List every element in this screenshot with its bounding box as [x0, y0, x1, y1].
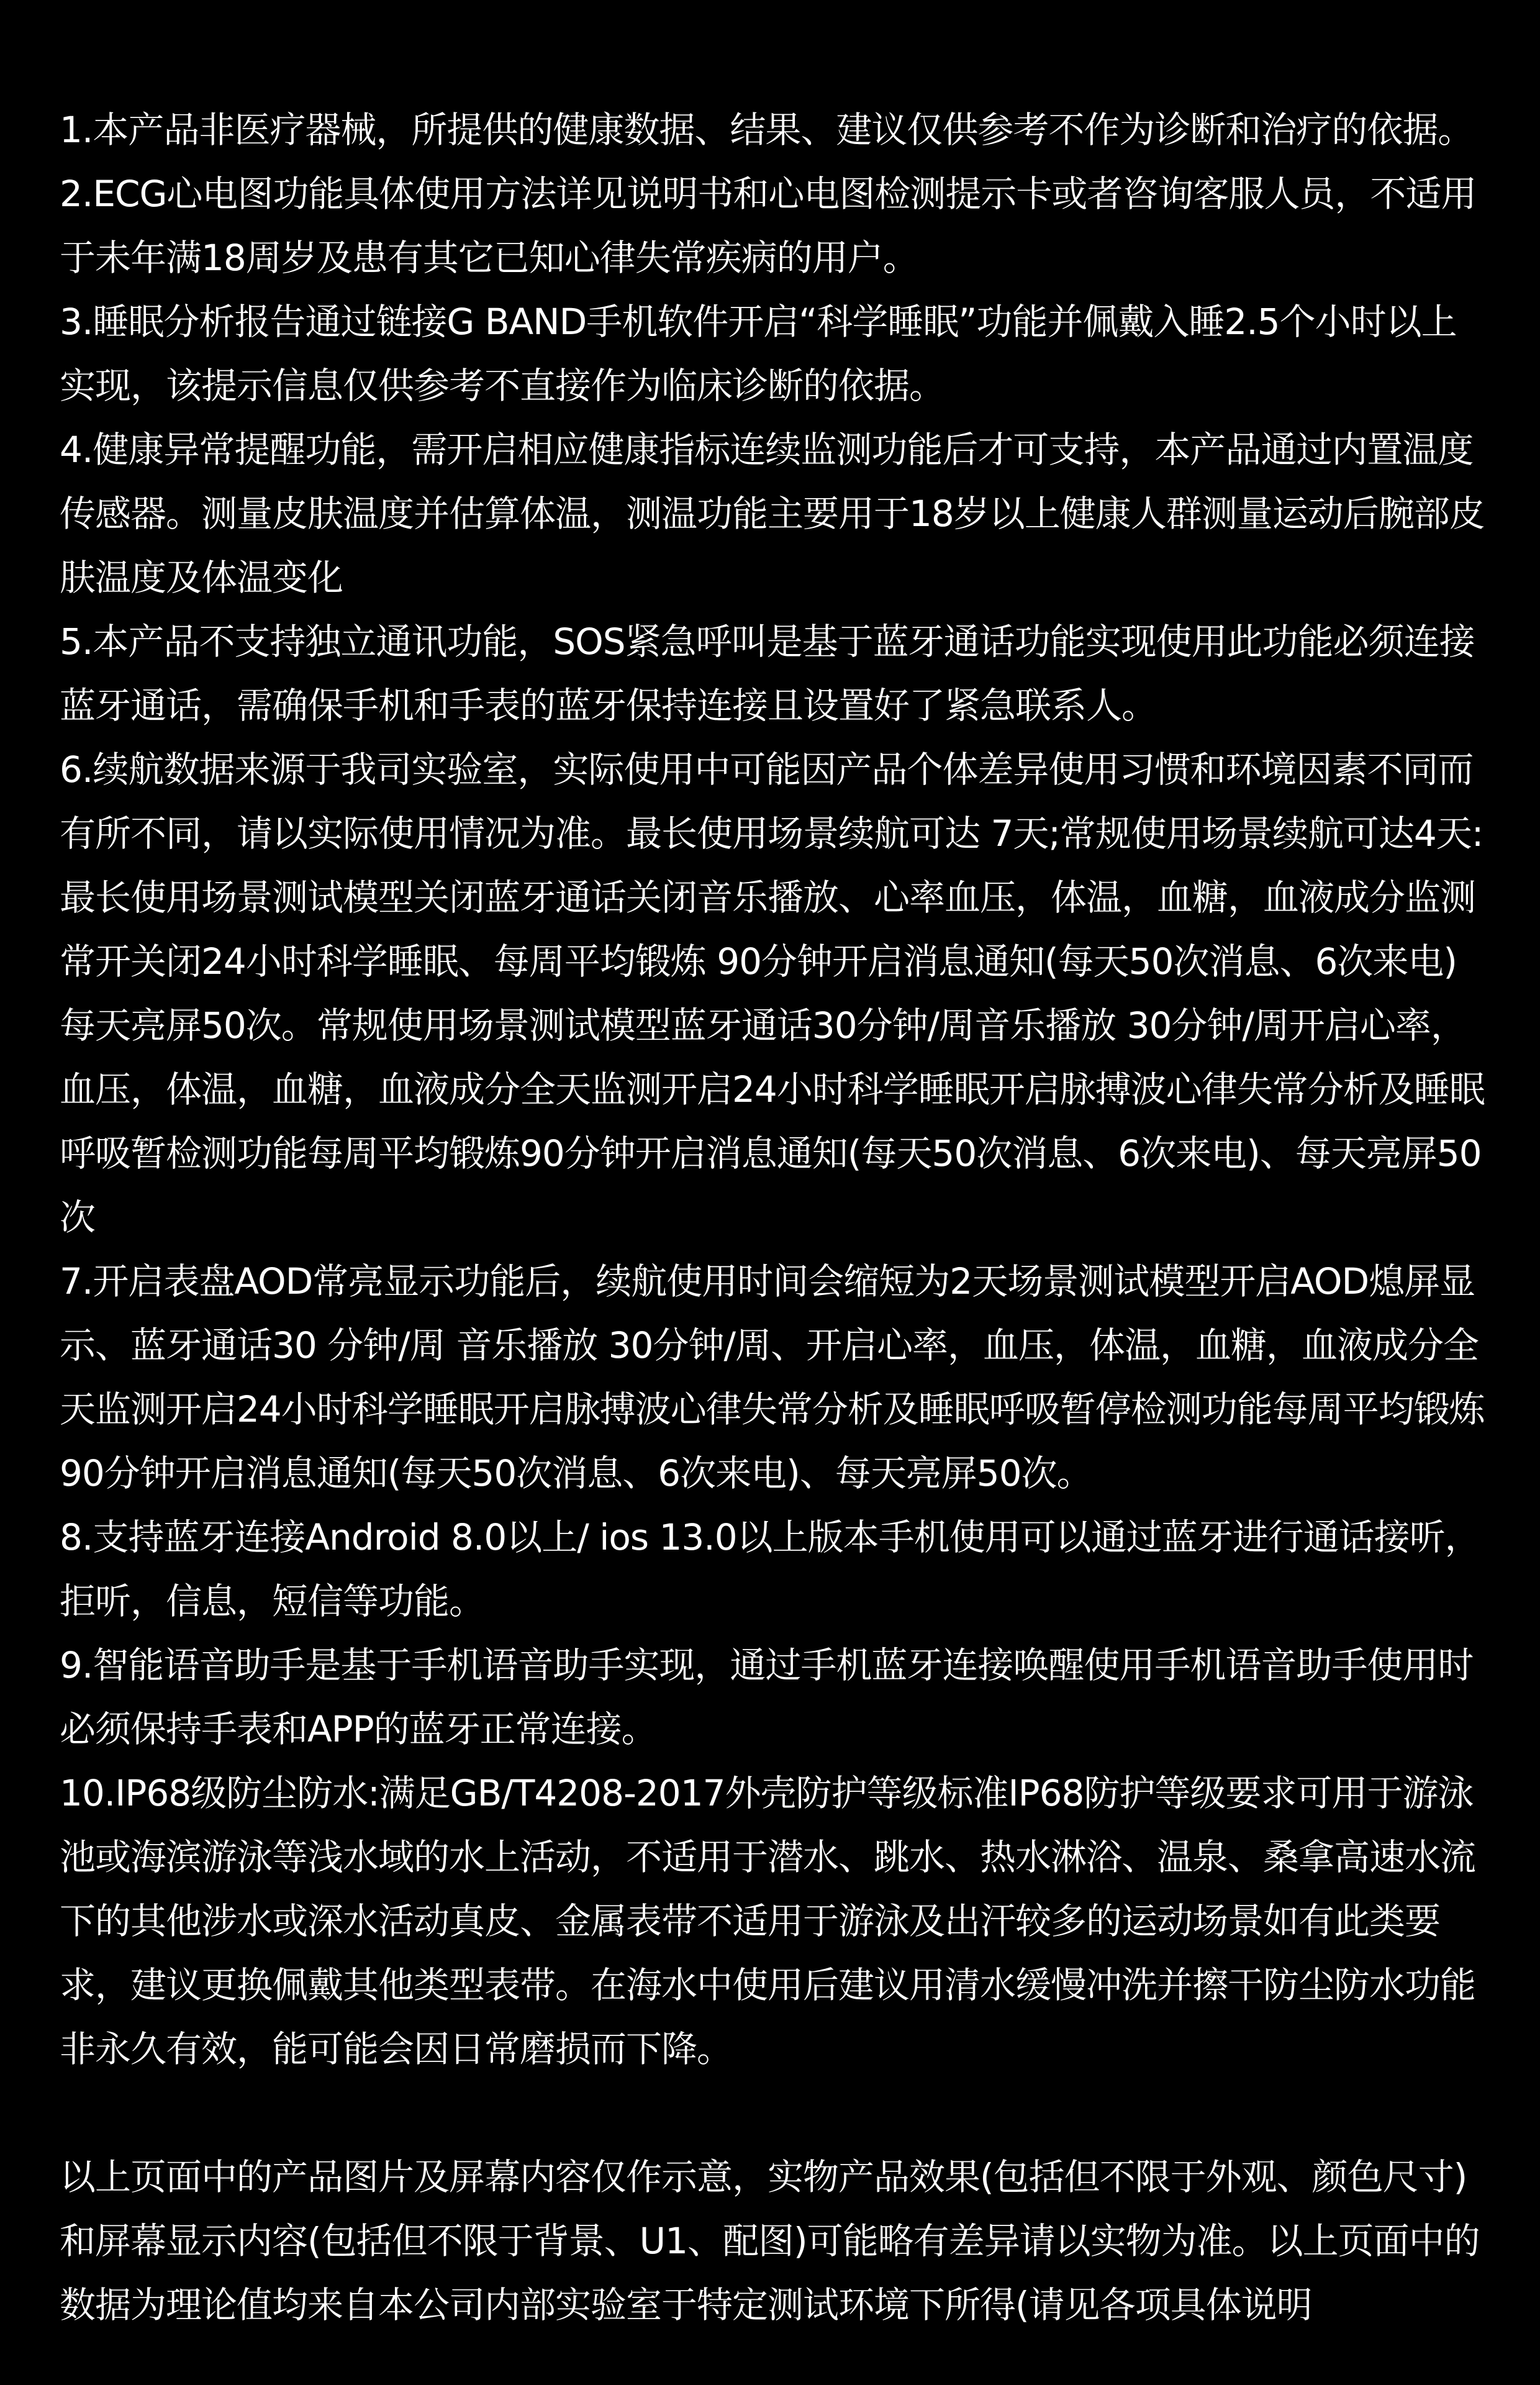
- disclaimer-item-1: 1.本产品非医疗器械，所提供的健康数据、结果、建议仅供参考不作为诊断和治疗的依据。: [60, 109, 1474, 151]
- disclaimer-text-block: [60, 98, 1488, 2337]
- disclaimer-footer: 以上页面中的产品图片及屏幕内容仅作示意，实物产品效果(包括但不限于外观、颜色尺寸)和屏幕显示内容(包括但不限于背景、U1、配图)可能略有差异请以实物为准。以上页面中的数据为理论值均来自本公司内部实验室于特定测试环境下所得(请见各项具体说明: [60, 2156, 1480, 2326]
- disclaimer-item-3: 3.睡眠分析报告通过链接G BAND手机软件开启“科学睡眠”功能并佩戴入睡2.5个小时以上实现，该提示信息仅供参考不直接作为临床诊断的依据。: [60, 301, 1457, 407]
- disclaimer-item-5: 5.本产品不支持独立通讯功能，SOS紧急呼叫是基于蓝牙通话功能实现使用此功能必须连接蓝牙通话，需确保手机和手表的蓝牙保持连接且设置好了紧急联系人。: [60, 620, 1475, 727]
- disclaimer-item-2: 2.ECG心电图功能具体使用方法详见说明书和心电图检测提示卡或者咨询客服人员，不适用于未年满18周岁及患有其它已知心律失常疾病的用户。: [60, 173, 1477, 279]
- disclaimer-item-10: 10.IP68级防尘防水:满足GB/T4208-2017外壳防护等级标准IP68防护等级要求可用于游泳池或海滨游泳等浅水域的水上活动，不适用于潜水、跳水、热水淋浴、温泉、桑拿高速水流下的其他涉水或深水活动真皮、金属表带不适用于游泳及出汗较多的运动场景如有此类要求，建议更换佩戴其他类型表带。在海水中使用后建议用清水缓慢冲洗并擦干防尘防水功能非永久有效，能可能会因日常磨损而下降。: [60, 1772, 1476, 2070]
- disclaimer-item-8: 8.支持蓝牙连接Android 8.0以上/ ios 13.0以上版本手机使用可以通过蓝牙进行通话接听，拒听，信息，短信等功能。: [60, 1516, 1480, 1622]
- disclaimer-item-9: 9.智能语音助手是基于手机语音助手实现，通过手机蓝牙连接唤醒使用手机语音助手使用时必须保持手表和APP的蓝牙正常连接。: [60, 1644, 1474, 1750]
- disclaimer-item-4: 4.健康异常提醒功能，需开启相应健康指标连续监测功能后才可支持，本产品通过内置温度传感器。测量皮肤温度并估算体温，测温功能主要用于18岁以上健康人群测量运动后腕部皮肤温度及体温变化: [60, 429, 1485, 599]
- disclaimer-item-7: 7.开启表盘AOD常亮显示功能后，续航使用时间会缩短为2天场景测试模型开启AOD熄屏显示、蓝牙通话30 分钟/周 音乐播放 30分钟/周、开启心率，血压，体温，血糖，血液成分全天监测开启24小时科学睡眠开启脉搏波心律失常分析及睡眠呼吸暂停检测功能每周平均锻炼90分钟开启消息通知(每天50次消息、6次来电)、每天亮屏50次。: [60, 1260, 1485, 1494]
- disclaimer-item-6: 6.续航数据来源于我司实验室，实际使用中可能因产品个体差异使用习惯和环境因素不同而有所不同，请以实际使用情况为准。最长使用场景续航可达 7天;常规使用场景续航可达4天:最长使用场景测试模型关闭蓝牙通话关闭音乐播放、心率血压，体温，血糖，血液成分监测常开关闭24小时科学睡眠、每周平均锻炼 90分钟开启消息通知(每天50次消息、6次来电)每天亮屏50次。常规使用场景测试模型蓝牙通话30分钟/周音乐播放 30分钟/周开启心率，血压，体温，血糖，血液成分全天监测开启24小时科学睡眠开启脉搏波心律失常分析及睡眠呼吸暂检测功能每周平均锻炼90分钟开启消息通知(每天50次消息、6次来电)、每天亮屏50次: [60, 748, 1485, 1238]
